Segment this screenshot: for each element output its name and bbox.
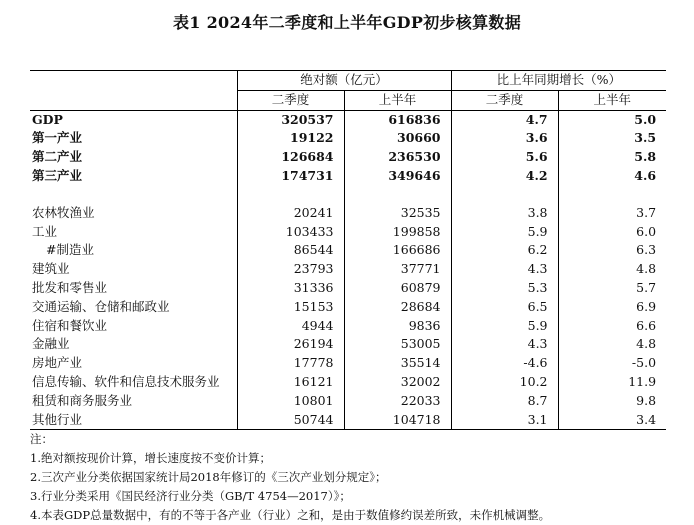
q2-absolute-cell: 4944 <box>237 317 344 336</box>
table-row <box>30 298 666 317</box>
q2-growth-cell: 3.8 <box>451 204 558 223</box>
spacer-cell <box>558 186 666 204</box>
header-h1-abs: 上半年 <box>344 90 451 110</box>
h1-growth-cell: 3.7 <box>636 204 657 220</box>
row-name: 工业 <box>30 223 237 242</box>
row-name: 建筑业 <box>30 260 237 279</box>
h1-absolute-cell: 9836 <box>344 317 451 336</box>
row-name: 农林牧渔业 <box>30 204 237 223</box>
row-name: 第三产业 <box>30 167 237 186</box>
q2-absolute-cell: 174731 <box>237 167 344 186</box>
h1-absolute-cell: 166686 <box>344 241 451 260</box>
h1-absolute-cell: 53005 <box>344 335 451 354</box>
q2-growth-cell: 6.5 <box>451 298 558 317</box>
table-row <box>30 148 666 167</box>
q2-growth-cell: 4.3 <box>451 260 558 279</box>
header-h1-growth: 上半年 <box>558 90 666 110</box>
table-row <box>30 317 666 336</box>
h1-absolute-cell: 236530 <box>344 148 451 167</box>
q2-absolute-cell: 17778 <box>237 354 344 373</box>
table-row <box>30 354 666 373</box>
table-row <box>30 241 666 260</box>
h1-absolute-cell: 60879 <box>344 279 451 298</box>
q2-absolute-cell: 19122 <box>237 129 344 148</box>
spacer-cell <box>451 186 558 204</box>
table-row <box>30 335 666 354</box>
note-item: 2.三次产业分类依据国家统计局2018年修订的《三次产业划分规定》； <box>30 470 387 484</box>
h1-growth-cell: 5.0 <box>634 111 657 127</box>
h1-absolute-cell: 37771 <box>344 260 451 279</box>
row-name: 租赁和商务服务业 <box>30 392 237 411</box>
h1-absolute-cell: 104718 <box>344 411 451 430</box>
notes-label: 注： <box>30 432 53 446</box>
h1-absolute-cell: 35514 <box>344 354 451 373</box>
q2-absolute-cell: 31336 <box>237 279 344 298</box>
q2-growth-cell: 3.6 <box>451 129 558 148</box>
h1-growth-cell: 6.0 <box>636 223 657 239</box>
row-name: #制造业 <box>30 241 237 260</box>
spacer-row <box>30 186 666 204</box>
note-item: 1.绝对额按现价计算，增长速度按不变价计算； <box>30 451 271 465</box>
gdp-data-table <box>30 70 666 430</box>
table-title: 表1 2024年二季度和上半年GDP初步核算数据 <box>172 13 521 32</box>
q2-growth-cell: 10.2 <box>451 373 558 392</box>
table-row <box>30 411 666 430</box>
h1-absolute-cell: 199858 <box>344 223 451 242</box>
header-yoy-growth: 比上年同期增长（%） <box>451 71 666 91</box>
row-name: 交通运输、仓储和邮政业 <box>30 298 237 317</box>
q2-absolute-cell: 15153 <box>237 298 344 317</box>
spacer-cell <box>30 186 237 204</box>
h1-growth-cell: 6.3 <box>636 242 657 258</box>
table-row <box>30 167 666 186</box>
q2-growth-cell: 4.3 <box>451 335 558 354</box>
q2-growth-cell: 5.6 <box>451 148 558 167</box>
q2-absolute-cell: 26194 <box>237 335 344 354</box>
spacer-cell <box>237 186 344 204</box>
header-corner <box>30 71 237 91</box>
h1-absolute-cell: 349646 <box>344 167 451 186</box>
h1-absolute-cell: 32002 <box>344 373 451 392</box>
notes <box>30 430 666 525</box>
q2-absolute-cell: 10801 <box>237 392 344 411</box>
row-name: 第二产业 <box>30 148 237 167</box>
row-name: 信息传输、软件和信息技术服务业 <box>30 373 237 392</box>
q2-growth-cell: 6.2 <box>451 241 558 260</box>
note-item: 4.本表GDP总量数据中，有的不等于各产业（行业）之和，是由于数值修约误差所致，未作机械调整。 <box>30 508 551 522</box>
q2-growth-cell: -4.6 <box>451 354 558 373</box>
h1-growth-cell: 3.4 <box>558 411 666 430</box>
h1-absolute-cell: 616836 <box>344 110 451 129</box>
h1-growth-cell: 6.6 <box>636 317 657 333</box>
q2-growth-cell: 8.7 <box>451 392 558 411</box>
table-row <box>30 260 666 279</box>
h1-growth-cell: 5.8 <box>634 149 657 165</box>
row-name: 住宿和餐饮业 <box>30 317 237 336</box>
header-q2-abs: 二季度 <box>237 90 344 110</box>
h1-growth-cell: 6.9 <box>636 298 657 314</box>
q2-absolute-cell: 126684 <box>237 148 344 167</box>
q2-growth-cell: 5.3 <box>451 279 558 298</box>
h1-absolute-cell: 28684 <box>344 298 451 317</box>
row-name: 房地产业 <box>30 354 237 373</box>
table-row <box>30 223 666 242</box>
table-row <box>30 204 666 223</box>
header-absolute-value: 绝对额（亿元） <box>237 71 451 91</box>
spacer-cell <box>344 186 451 204</box>
q2-growth-cell: 5.9 <box>451 223 558 242</box>
table-row <box>30 392 666 411</box>
h1-growth-cell: 3.5 <box>634 130 657 146</box>
q2-absolute-cell: 86544 <box>237 241 344 260</box>
q2-growth-cell: 4.7 <box>451 110 558 129</box>
q2-growth-cell: 4.2 <box>451 167 558 186</box>
q2-growth-cell: 5.9 <box>451 317 558 336</box>
table-row <box>30 279 666 298</box>
h1-growth-cell: 5.7 <box>636 279 657 295</box>
h1-absolute-cell: 32535 <box>344 204 451 223</box>
q2-absolute-cell: 103433 <box>237 223 344 242</box>
h1-growth-cell: 9.8 <box>636 392 657 408</box>
row-name: 金融业 <box>30 335 237 354</box>
q2-absolute-cell: 16121 <box>237 373 344 392</box>
h1-growth-cell: 4.8 <box>636 336 657 352</box>
row-name: 第一产业 <box>30 129 237 148</box>
note-item: 3.行业分类采用《国民经济行业分类（GB/T 4754—2017）》； <box>30 489 351 503</box>
header-q2-growth: 二季度 <box>451 90 558 110</box>
row-name: 其他行业 <box>30 411 237 430</box>
row-name: 批发和零售业 <box>30 279 237 298</box>
row-name: GDP <box>30 110 237 129</box>
h1-growth-cell: 4.8 <box>636 261 657 277</box>
h1-absolute-cell: 30660 <box>344 129 451 148</box>
table-row <box>30 110 666 129</box>
h1-absolute-cell: 22033 <box>344 392 451 411</box>
q2-absolute-cell: 23793 <box>237 260 344 279</box>
table-row <box>30 373 666 392</box>
h1-growth-cell: 4.6 <box>634 167 657 183</box>
h1-growth-cell: -5.0 <box>631 355 657 371</box>
q2-absolute-cell: 50744 <box>237 411 344 430</box>
q2-growth-cell: 3.1 <box>451 411 558 430</box>
header-corner-lower <box>30 90 237 110</box>
q2-absolute-cell: 320537 <box>237 110 344 129</box>
table-row <box>30 129 666 148</box>
q2-absolute-cell: 20241 <box>237 204 344 223</box>
h1-growth-cell: 11.9 <box>628 373 657 389</box>
